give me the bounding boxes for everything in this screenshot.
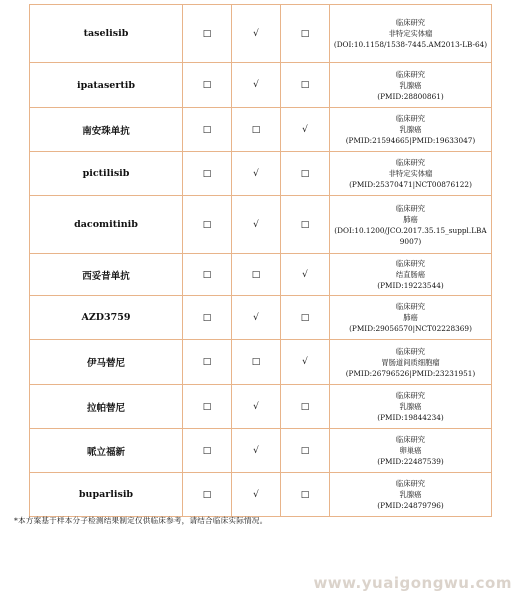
mark-cell-c1: □ [183, 473, 232, 517]
evidence-line: 临床研究 [395, 114, 426, 123]
evidence-cell [330, 296, 492, 340]
drug-name-cell: 南安珠单抗 [30, 108, 183, 152]
evidence-line: 非特定实体瘤 [388, 29, 433, 38]
evidence-reference: (PMID:22487539) [377, 457, 444, 466]
table-row [30, 429, 492, 473]
evidence-line: 乳腺癌 [399, 402, 422, 411]
mark-cell-c3: √ [281, 340, 330, 385]
evidence-cell [330, 108, 492, 152]
mark-cell-c3: √ [281, 254, 330, 296]
drug-name-cell: AZD3759 [30, 296, 183, 340]
evidence-line: 乳腺癌 [399, 490, 422, 499]
mark-cell-c2: √ [232, 5, 281, 63]
footnote: *本方案基于样本分子检测结果制定仅供临床参考，请结合临床实际情况。 [14, 516, 268, 525]
mark-cell-c3: □ [281, 385, 330, 429]
mark-cell-c2: √ [232, 296, 281, 340]
mark-cell-c1: □ [183, 254, 232, 296]
evidence-line: 临床研究 [395, 479, 426, 488]
evidence-line: 胃肠道间质细胞瘤 [381, 357, 440, 367]
table-row [30, 63, 492, 108]
drug-name-cell: taselisib [30, 5, 183, 63]
table-row [30, 254, 492, 296]
evidence-reference: (PMID:21594665|PMID:19633047) [345, 136, 476, 145]
evidence-reference: (PMID:25370471|NCT00876122) [349, 180, 472, 189]
evidence-line: 结直肠癌 [395, 270, 426, 279]
evidence-line: 临床研究 [395, 391, 426, 400]
drug-name-cell: 哌立福新 [30, 429, 183, 473]
evidence-reference: (PMID:19844234) [377, 413, 444, 422]
evidence-cell [330, 5, 492, 63]
drug-name-cell: 拉帕替尼 [30, 385, 183, 429]
mark-cell-c1: □ [183, 385, 232, 429]
mark-cell-c3: □ [281, 473, 330, 517]
mark-cell-c1: □ [183, 63, 232, 108]
evidence-cell [330, 429, 492, 473]
evidence-line: 临床研究 [395, 203, 426, 213]
table-row [30, 385, 492, 429]
evidence-line: 乳腺癌 [399, 125, 422, 134]
evidence-line: 临床研究 [395, 18, 426, 27]
table-row [30, 473, 492, 517]
table-row [30, 5, 492, 63]
evidence-line: 肺癌 [403, 313, 418, 322]
mark-cell-c3: □ [281, 429, 330, 473]
evidence-line: 临床研究 [395, 158, 426, 167]
evidence-cell [330, 340, 492, 385]
mark-cell-c1: □ [183, 108, 232, 152]
drug-name-cell: dacomitinib [30, 196, 183, 254]
evidence-line: 肺癌 [403, 214, 418, 224]
evidence-cell [330, 385, 492, 429]
mark-cell-c1: □ [183, 5, 232, 63]
evidence-cell [330, 152, 492, 196]
drug-name-cell: 西妥昔单抗 [30, 254, 183, 296]
evidence-reference: (PMID:29056570|NCT02228369) [349, 324, 472, 333]
evidence-line: 非特定实体瘤 [388, 169, 433, 178]
table-row [30, 108, 492, 152]
evidence-reference: (PMID:28800861) [377, 91, 444, 101]
table-body [30, 5, 492, 517]
evidence-cell [330, 473, 492, 517]
mark-cell-c1: □ [183, 340, 232, 385]
mark-cell-c3: □ [281, 196, 330, 254]
mark-cell-c2: □ [232, 340, 281, 385]
mark-cell-c1: □ [183, 296, 232, 340]
evidence-reference: (PMID:24879796) [377, 501, 444, 510]
mark-cell-c1: □ [183, 196, 232, 254]
drug-name-cell: pictilisib [30, 152, 183, 196]
table-row [30, 196, 492, 254]
mark-cell-c2: □ [232, 108, 281, 152]
evidence-reference: (PMID:19223544) [377, 281, 444, 290]
evidence-line: 临床研究 [395, 435, 426, 444]
mark-cell-c3: □ [281, 296, 330, 340]
evidence-line: 临床研究 [395, 302, 426, 311]
mark-cell-c1: □ [183, 152, 232, 196]
evidence-cell [330, 63, 492, 108]
drug-name-cell: 伊马替尼 [30, 340, 183, 385]
evidence-line: 临床研究 [395, 346, 426, 356]
watermark: www.yuaigongwu.com [313, 574, 512, 592]
drug-evidence-table [29, 4, 492, 517]
mark-cell-c3: □ [281, 63, 330, 108]
mark-cell-c2: √ [232, 385, 281, 429]
mark-cell-c3: □ [281, 5, 330, 63]
evidence-line: 临床研究 [395, 259, 426, 268]
evidence-line: 卵巢癌 [399, 446, 422, 455]
mark-cell-c3: □ [281, 152, 330, 196]
drug-name-cell: ipatasertib [30, 63, 183, 108]
mark-cell-c2: √ [232, 473, 281, 517]
mark-cell-c2: √ [232, 429, 281, 473]
table-row [30, 340, 492, 385]
mark-cell-c2: √ [232, 196, 281, 254]
table-row [30, 152, 492, 196]
mark-cell-c2: √ [232, 152, 281, 196]
evidence-line: 乳腺癌 [399, 80, 422, 90]
evidence-reference: (PMID:26796526|PMID:23231951) [345, 368, 476, 378]
mark-cell-c2: √ [232, 63, 281, 108]
evidence-reference: (DOI:10.1200/JCO.2017.35.15_suppl.LBA9007) [334, 225, 487, 246]
evidence-cell [330, 196, 492, 254]
evidence-cell [330, 254, 492, 296]
table-row [30, 296, 492, 340]
evidence-line: 临床研究 [395, 69, 426, 79]
mark-cell-c1: □ [183, 429, 232, 473]
mark-cell-c2: □ [232, 254, 281, 296]
mark-cell-c3: √ [281, 108, 330, 152]
drug-name-cell: buparlisib [30, 473, 183, 517]
evidence-reference: (DOI:10.1158/1538-7445.AM2013-LB-64) [333, 40, 488, 49]
